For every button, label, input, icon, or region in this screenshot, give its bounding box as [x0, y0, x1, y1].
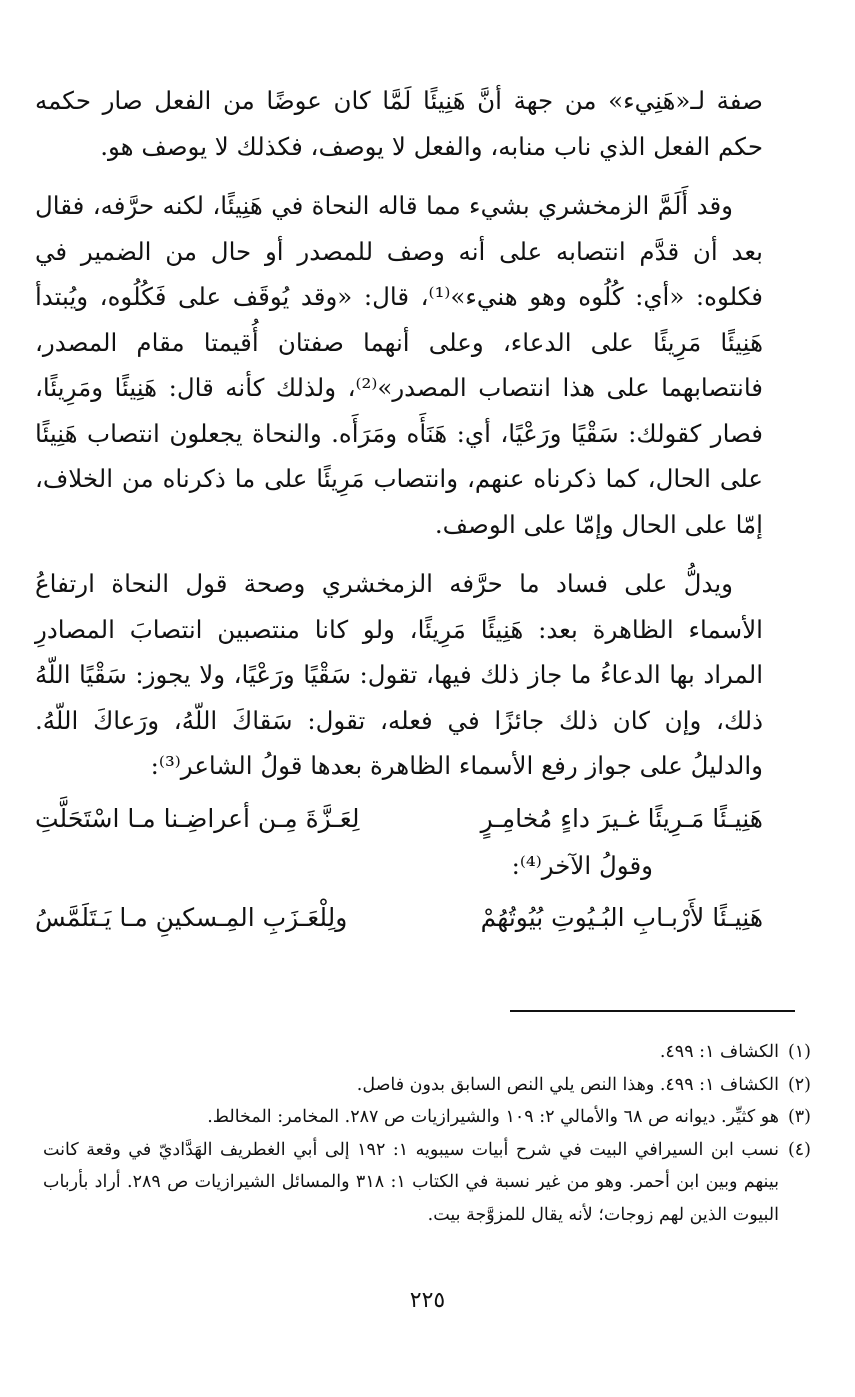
verse-2: [35, 894, 763, 942]
paragraph-3: ويدلُّ على فساد ما حرَّفه الزمخشري وصحة قول النحاة ارتفاعُ الأسماء الظاهرة بعد: هَنِيئًا مَرِيئًا، ولو كانا منتصبين انتصابَ المصادرِ المراد بها الدعاءُ ما جاز ذلك فيها، تقول: سَقْيًا ورَعْيًا، ولا يجوز: سَقْيًا اللّهُ ذلك، وإن كان ذلك جائزًا في فعله، تقول: سَقاكَ اللّهُ، ورَعاكَ اللّهُ. والدليلُ على جواز رفع الأسماء الظاهرة بعدها قولُ الشاعر⁽³⁾:: [35, 569, 763, 780]
footnote-number: (٢): [787, 1074, 811, 1095]
verse-1-first-hemistich: هَنِيـئًا مَـرِيئًا غـيرَ داءٍ مُخامِـرٍ: [480, 803, 763, 833]
page-number: ٢٢٥: [409, 1288, 446, 1313]
footnote-2: [43, 1069, 811, 1102]
verse-1: [35, 795, 763, 843]
main-text: [35, 78, 763, 942]
footnote-number: (٣): [787, 1107, 811, 1127]
footnote-text: الكشاف ١: ٤٩٩. وهذا النص يلي النص السابق بدون فاصل.: [356, 1074, 779, 1095]
footnote-4: [43, 1134, 811, 1232]
verse-1-second-hemistich: لِعَـزَّةَ مِـن أعراضِـنا مـا اسْتَحَلَّتِ: [35, 803, 360, 833]
footnote-3: [43, 1101, 811, 1134]
footnote-number: (٤): [787, 1139, 811, 1160]
footnote-text: الكشاف ١: ٤٩٩.: [659, 1042, 779, 1062]
footnote-text: هو كثيِّر. ديوانه ص ٦٨ والأمالي ٢: ١٠٩ والشيرازيات ص ٢٨٧. المخامر: المخالط.: [207, 1107, 779, 1127]
footnote-number: (١): [787, 1042, 811, 1062]
footnotes: [43, 1036, 811, 1231]
footnote-1: [43, 1036, 811, 1069]
verse-2-intro: وقولُ الآخر⁽⁴⁾:: [511, 850, 653, 880]
verse-2-first-hemistich: هَنِيـئًا لأَرْبـابِ البُـيُوتِ بُيُوتُهُمْ: [480, 903, 763, 932]
paragraph-2: وقد أَلَمَّ الزمخشري بشيء مما قاله النحاة في هَنِيئًا، لكنه حرَّفه، فقال بعد أن قدَّم انتصابه على أنه وصف للمصدر أو حال من الضمير في فكلوه: «أي: كُلُوه وهو هنيء»⁽¹⁾، قال: «وقد يُوقَف على فَكُلُوه، ويُبتدأ هَنِيئًا مَرِيئًا على الدعاء، وعلى أنهما صفتان أُقيمتا مقام المصدر، فانتصابهما على هذا انتصاب المصدر»⁽²⁾، ولذلك كأنه قال: هَنِيئًا ومَرِيئًا، فصار كقولك: سَقْيًا ورَعْيًا، أي: هَنَأَه ومَرَأَه. والنحاة يجعلون انتصاب هَنِيئًا على الحال، كما ذكرناه عنهم، وانتصاب مَرِيئًا على ما ذكرناه من الخلاف، إمّا على الحال وإمّا على الوصف.: [35, 191, 763, 539]
footnote-divider: [510, 1010, 795, 1012]
paragraph-1: صفة لـ«هَنِيء» من جهة أنَّ هَنِيئًا لَمَّا كان عوضًا من الفعل صار حكمه حكم الفعل الذي ناب منابه، والفعل لا يوصف، فكذلك لا يوصف هو.: [35, 86, 763, 161]
verse-2-second-hemistich: ولِلْعَـزَبِ المِـسكينِ مـا يَـتَلَمَّسُ: [35, 903, 348, 932]
footnote-text: نسب ابن السيرافي البيت في شرح أبيات سيبويه ١: ١٩٢ إلى أبي الغطريف الهَدَّاديّ في وقعة كانت بينهم وبين ابن أحمر. وهو من غير نسبة في الكتاب ١: ٣١٨ والمسائل الشيرازيات ص ٢٨٩. أراد بأرباب البيوت الذين لهم زوجات؛ لأنه يقال للمزوَّجة بيت.: [43, 1139, 780, 1225]
